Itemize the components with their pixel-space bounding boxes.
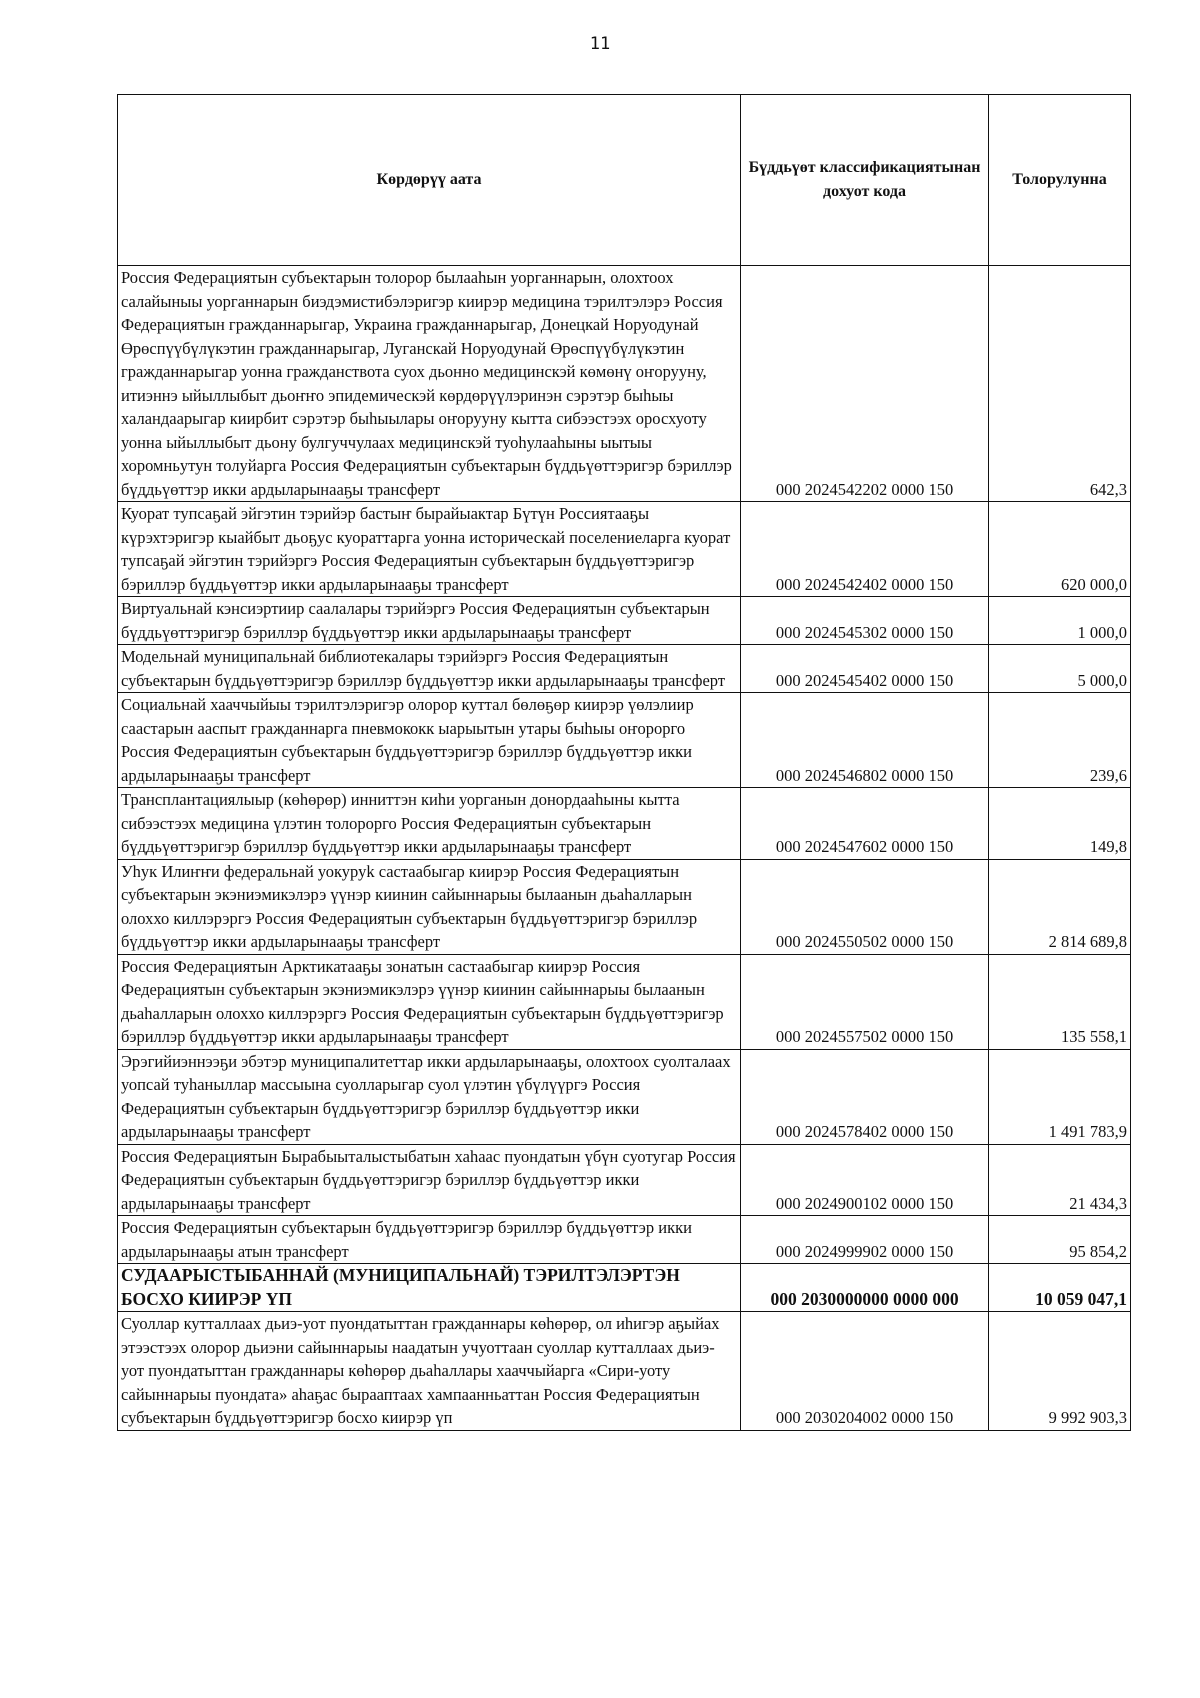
row-code-cell: 000 2024578402 0000 150 bbox=[741, 1049, 989, 1144]
row-code-cell: 000 2024999902 0000 150 bbox=[741, 1216, 989, 1264]
table-row bbox=[118, 1216, 1131, 1264]
row-code-cell: 000 2024550502 0000 150 bbox=[741, 859, 989, 954]
row-name-cell: Уһук Илиҥҥи федеральнай уокуруk састаабыгар киирэр Россия Федерациятын субъектарын экэниэмикэлэрэ үүнэр киинин сайыннарыы былаанын дьаһалларын олоххо киллэрэргэ Россия Федерациятын субъектарын бүддьүөттэригэр бэриллэр бүддьүөттэр икки ардыларынааҕы трансферт bbox=[118, 859, 741, 954]
header-amount: Толорулунна bbox=[989, 95, 1131, 266]
row-name-cell: СУДААРЫСТЫБАННАЙ (МУНИЦИПАЛЬНАЙ) ТЭРИЛТЭЛЭРТЭН БОСХО КИИРЭР ҮП bbox=[118, 1264, 741, 1312]
row-code-cell: 000 2024542202 0000 150 bbox=[741, 266, 989, 502]
table-header-row bbox=[118, 95, 1131, 266]
table-row bbox=[118, 1264, 1131, 1312]
row-amount-cell: 239,6 bbox=[989, 693, 1131, 788]
budget-revenue-table bbox=[117, 94, 1131, 1431]
row-amount-cell: 2 814 689,8 bbox=[989, 859, 1131, 954]
row-name-cell: Трансплантациялыыр (көһөрөр) инниттэн киһи уорганын донордааһыны кытта сибээстээх медицина үлэтин толорорго Россия Федерациятын субъектарын бүддьүөттэригэр бэриллэр бүддьүөттэр икки ардыларынааҕы трансферт bbox=[118, 788, 741, 860]
row-amount-cell: 95 854,2 bbox=[989, 1216, 1131, 1264]
row-name-cell: Суоллар кутталлаах дьиэ-уот пуондатыттан гражданнары көһөрөр, ол иһигэр аҕыйах этээстээх олорор дьиэни сайыннарыы наадатын учуоттаан суоллар кутталлаах дьиэ-уот пуондатыттан гражданнары көһөрөр дьаһаллары хааччыйарга «Сири-уоту сайыннарыы пуондата» аһаҕас бырааптаах хампаанньаттан Россия Федерациятын субъектарын бүддьүөттэригэр босхо киирэр үп bbox=[118, 1312, 741, 1431]
table-row bbox=[118, 502, 1131, 597]
row-name-cell: Виртуальнай кэнсиэртиир саалалары тэрийэргэ Россия Федерациятын субъектарын бүддьүөттэригэр бэриллэр бүддьүөттэр икки ардыларынааҕы трансферт bbox=[118, 597, 741, 645]
table-row bbox=[118, 1144, 1131, 1216]
row-amount-cell: 135 558,1 bbox=[989, 954, 1131, 1049]
row-name-cell: Социальнай хааччыйыы тэрилтэлэригэр олорор куттал бөлөҕөр киирэр үөлэлиир саастарын ааспыт гражданнарга пневмококк ыарыытын утары быһыы оҥорорго Россия Федерациятын субъектарын бүддьүөттэригэр бэриллэр бүддьүөттэр икки ардыларынааҕы трансферт bbox=[118, 693, 741, 788]
row-name-cell: Россия Федерациятын Арктикатааҕы зонатын састаабыгар киирэр Россия Федерациятын субъектарын экэниэмикэлэрэ үүнэр киинин сайыннарыы былаанын дьаһалларын олоххо киллэрэргэ Россия Федерациятын субъектарын бүддьүөттэригэр бэриллэр бүддьүөттэр икки ардыларынааҕы трансферт bbox=[118, 954, 741, 1049]
row-code-cell: 000 2024900102 0000 150 bbox=[741, 1144, 989, 1216]
page-number: 11 bbox=[589, 34, 611, 54]
row-amount-cell: 21 434,3 bbox=[989, 1144, 1131, 1216]
row-amount-cell: 9 992 903,3 bbox=[989, 1312, 1131, 1431]
table-body bbox=[118, 266, 1131, 1431]
row-amount-cell: 149,8 bbox=[989, 788, 1131, 860]
row-code-cell: 000 2024547602 0000 150 bbox=[741, 788, 989, 860]
row-code-cell: 000 2030000000 0000 000 bbox=[741, 1264, 989, 1312]
row-code-cell: 000 2024545302 0000 150 bbox=[741, 597, 989, 645]
table-row bbox=[118, 1312, 1131, 1431]
row-code-cell: 000 2030204002 0000 150 bbox=[741, 1312, 989, 1431]
row-amount-cell: 10 059 047,1 bbox=[989, 1264, 1131, 1312]
table-row bbox=[118, 266, 1131, 502]
row-amount-cell: 1 491 783,9 bbox=[989, 1049, 1131, 1144]
table-row bbox=[118, 788, 1131, 860]
header-budget-code: Бүддьүөт классификациятынан дохуот кода bbox=[741, 95, 989, 266]
table-row bbox=[118, 693, 1131, 788]
row-name-cell: Модельнай муниципальнай библиотекалары тэрийэргэ Россия Федерациятын субъектарын бүддьүөттэригэр бэриллэр бүддьүөттэр икки ардыларынааҕы трансферт bbox=[118, 645, 741, 693]
header-indicator-name: Көрдөрүү аата bbox=[118, 95, 741, 266]
row-code-cell: 000 2024545402 0000 150 bbox=[741, 645, 989, 693]
table-row bbox=[118, 954, 1131, 1049]
row-amount-cell: 620 000,0 bbox=[989, 502, 1131, 597]
table-row bbox=[118, 859, 1131, 954]
row-name-cell: Эрэгийиэннээҕи эбэтэр муниципалитеттар икки ардыларынааҕы, олохтоох суолталаах уопсай туһаныллар массыына суолларыгар суол үлэтин үбүлүүргэ Россия Федерациятын субъектарын бүддьүөттэригэр бэриллэр бүддьүөттэр икки ардыларынааҕы трансферт bbox=[118, 1049, 741, 1144]
row-code-cell: 000 2024542402 0000 150 bbox=[741, 502, 989, 597]
table-row bbox=[118, 597, 1131, 645]
table-row bbox=[118, 645, 1131, 693]
row-code-cell: 000 2024557502 0000 150 bbox=[741, 954, 989, 1049]
row-amount-cell: 642,3 bbox=[989, 266, 1131, 502]
row-amount-cell: 5 000,0 bbox=[989, 645, 1131, 693]
row-name-cell: Россия Федерациятын субъектарын бүддьүөттэригэр бэриллэр бүддьүөттэр икки ардыларынааҕы атын трансферт bbox=[118, 1216, 741, 1264]
row-name-cell: Россия Федерациятын субъектарын толорор былааһын уорганнарын, олохтоох салайыныы уорганнарын биэдэмистибэлэригэр киирэр медицина тэрилтэлэрэ Россия Федерациятын гражданнарыгар, Украина гражданнарыгар, Донецкай Норуодунай Өрөспүүбүлүкэтин гражданнарыгар, Луганскай Норуодунай Өрөспүүбүлүкэтин гражданнарыгар уонна гражданствота суох дьонно медицинскэй көмөнү оҥорууну, итиэннэ ыйыллыбыт дьоҥҥо эпидемическэй көрдөрүүлэринэн сэрэтэр быһыы халандаарыгар киирбит сэрэтэр быһыылары оҥорууну кытта сибээстээх оросхуоту уонна ыйыллыбыт дьону булгуччулаах медицинскэй туоһулааһыны ыытыы хоромньутун толуйарга Россия Федерациятын субъектарын бүддьүөттэригэр бэриллэр бүддьүөттэр икки ардыларынааҕы трансферт bbox=[118, 266, 741, 502]
table-row bbox=[118, 1049, 1131, 1144]
row-name-cell: Куорат тупсаҕай эйгэтин тэрийэр бастыҥ бырайыактар Бүтүн Россиятааҕы күрэхтэригэр кыайбыт дьоҕус куораттарга уонна историческай поселениеларга куорат тупсаҕай эйгэтин тэрийэргэ Россия Федерациятын субъектарын бүддьүөттэригэр бэриллэр бүддьүөттэр икки ардыларынааҕы трансферт bbox=[118, 502, 741, 597]
row-amount-cell: 1 000,0 bbox=[989, 597, 1131, 645]
row-code-cell: 000 2024546802 0000 150 bbox=[741, 693, 989, 788]
row-name-cell: Россия Федерациятын Бырабыыталыстыбатын хаһаас пуондатын үбүн суотугар Россия Федерациятын субъектарын бүддьүөттэригэр бэриллэр бүддьүөттэр икки ардыларынааҕы трансферт bbox=[118, 1144, 741, 1216]
